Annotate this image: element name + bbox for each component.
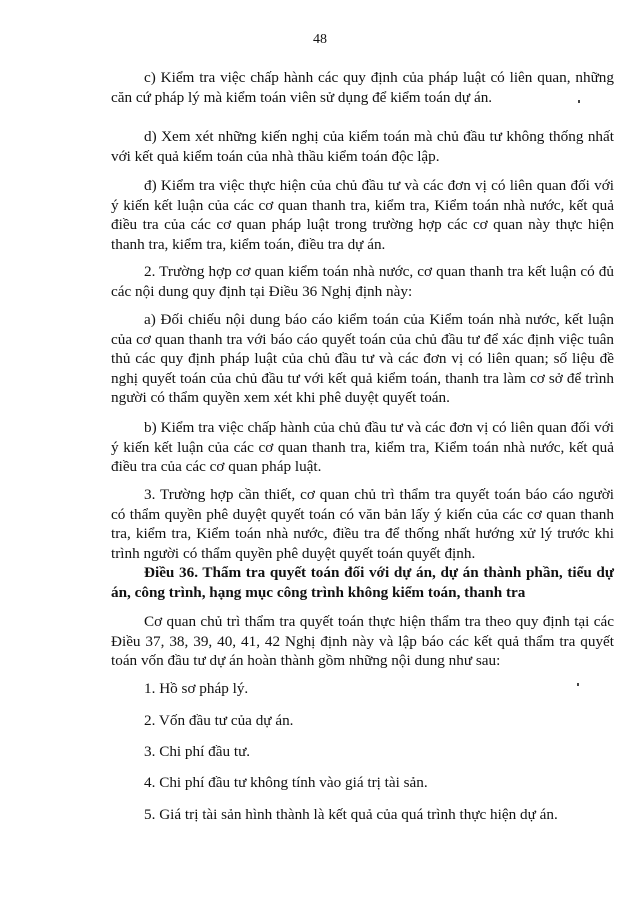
paragraph-b [111,418,614,477]
paragraph-d [111,127,614,166]
paragraph-3 [111,485,614,563]
article-heading-text: Điều 36. Thẩm tra quyết toán đối với dự án, dự án thành phần, tiểu dự án, công trình, hạng mục công trình không kiểm toán, thanh tra [111,564,614,601]
paragraph-dd [111,176,614,254]
list-item: 2. Vốn đầu tư của dự án. [144,712,294,729]
page-number: 48 [313,32,327,47]
paragraph-text: 2. Trường hợp cơ quan kiểm toán nhà nước, cơ quan thanh tra kết luận có đủ các nội dung quy định tại Điều 36 Nghị định này: [111,263,614,300]
paragraph-text: b) Kiểm tra việc chấp hành của chủ đầu tư và các đơn vị có liên quan đối với ý kiến kết luận của các cơ quan thanh tra, kiểm tra, Kiểm toán nhà nước, kết quả điều tra của các cơ quan pháp luật. [111,419,614,476]
paragraph-text: a) Đối chiếu nội dung báo cáo kiểm toán của Kiểm toán nhà nước, kết luận của cơ quan thanh tra với báo cáo quyết toán của chủ đầu tư để xác định việc tuân thủ các quy định pháp luật của chủ đầu tư và các đơn vị có liên quan; số liệu đề nghị quyết toán của chủ đầu tư với kết quả kiểm toán, thanh tra làm cơ sở để trình người có thẩm quyền xem xét khi phê duyệt quyết toán. [111,311,614,407]
list-item: 5. Giá trị tài sản hình thành là kết quả của quá trình thực hiện dự án. [144,806,558,823]
scan-speck [577,683,579,686]
paragraph-c [111,68,614,107]
scan-speck [578,100,580,103]
paragraph-text: 3. Trường hợp cần thiết, cơ quan chủ trì thẩm tra quyết toán báo cáo người có thẩm quyền phê duyệt quyết toán có văn bản lấy ý kiến của các cơ quan thanh tra, kiểm tra, Kiểm toán nhà nước, điều tra để thống nhất hướng xử lý trước khi trình người có thẩm quyền phê duyệt quyết toán quyết định. [111,486,614,562]
paragraph-2 [111,262,614,301]
list-item: 4. Chi phí đầu tư không tính vào giá trị tài sản. [144,774,428,791]
list-item: 1. Hồ sơ pháp lý. [144,680,249,697]
paragraph-text: c) Kiểm tra việc chấp hành các quy định của pháp luật có liên quan, những căn cứ pháp lý mà kiểm toán viên sử dụng để kiểm toán dự án. [111,69,614,106]
article-intro-text: Cơ quan chủ trì thẩm tra quyết toán thực hiện thẩm tra theo quy định tại các Điều 37, 38, 39, 40, 41, 42 Nghị định này và lập báo các kết quả thẩm tra quyết toán vốn đầu tư dự án hoàn thành gồm những nội dung như sau: [111,613,614,670]
article-heading [111,563,614,602]
paragraph-text: đ) Kiểm tra việc thực hiện của chủ đầu tư và các đơn vị có liên quan đối với ý kiến kết luận của các cơ quan thanh tra, kiểm tra, Kiểm toán nhà nước, kết quả điều tra của các cơ quan pháp luật trong trường hợp các cơ quan này thực hiện thanh tra, kiểm tra, kiểm toán, điều tra dự án. [111,177,614,253]
list-item: 3. Chi phí đầu tư. [144,743,251,760]
paragraph-a [111,310,614,408]
paragraph-text: d) Xem xét những kiến nghị của kiểm toán mà chủ đầu tư không thống nhất với kết quả kiểm toán của nhà thầu kiểm toán độc lập. [111,128,614,165]
article-intro [111,612,614,671]
